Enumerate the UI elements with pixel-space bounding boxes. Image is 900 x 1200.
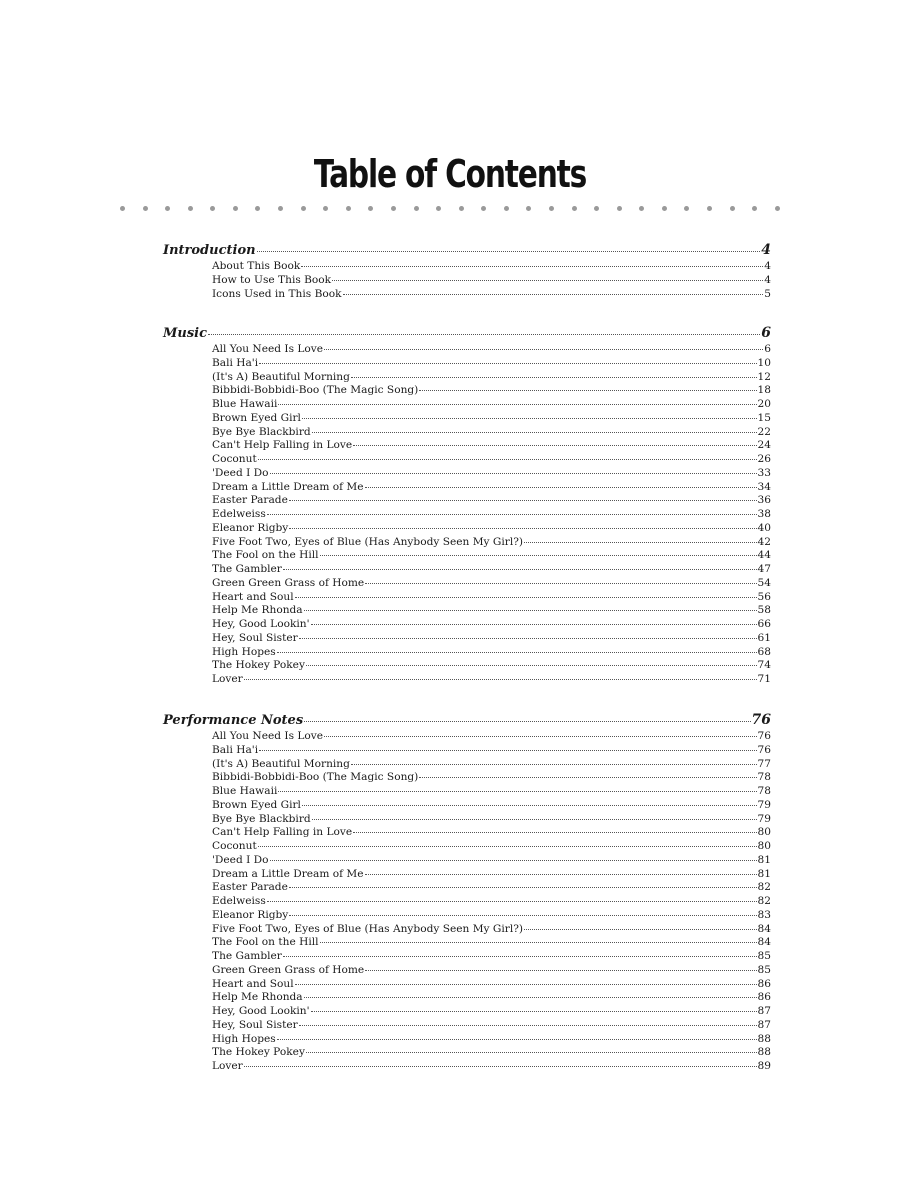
toc-entry-label: Help Me Rhonda: [212, 604, 303, 617]
toc-entry-label: 'Deed I Do: [212, 466, 269, 479]
dot-leader: [277, 652, 757, 653]
dot-leader: [302, 805, 757, 806]
toc-entry-label: Heart and Soul: [212, 977, 294, 990]
toc-entry[interactable]: [163, 371, 771, 385]
toc-entry-label: Easter Parade: [212, 881, 288, 894]
toc-entry[interactable]: [163, 398, 771, 412]
toc-entry-label: Dream a Little Dream of Me: [212, 867, 364, 880]
divider-dot: [188, 206, 193, 211]
toc-entry-label: Edelweiss: [212, 895, 266, 907]
toc-entry-page-number: 79: [757, 798, 771, 811]
dot-leader: [351, 764, 757, 765]
toc-entry-label: Blue Hawaii: [212, 785, 278, 797]
toc-section-performance-notes: [163, 712, 771, 1074]
toc-entry-page-number: 47: [757, 563, 771, 575]
toc-entry-list: [163, 343, 771, 687]
toc-entry[interactable]: [163, 771, 771, 785]
dot-leader: [351, 377, 757, 378]
dot-leader: [332, 280, 763, 281]
divider-dot: [549, 206, 554, 211]
toc-entry-page-number: 54: [757, 576, 771, 589]
toc-entry[interactable]: [163, 549, 771, 563]
toc-entry-page-number: 33: [757, 466, 771, 479]
toc-entry-label: High Hopes: [212, 1032, 276, 1045]
dot-leader: [270, 860, 757, 861]
toc-entry-page-number: 78: [757, 785, 771, 797]
toc-entry-page-number: 74: [757, 659, 771, 672]
toc-section-music: [163, 325, 771, 687]
divider-dot: [143, 206, 148, 211]
toc-entry[interactable]: [163, 618, 771, 632]
toc-entry-page-number: 68: [757, 645, 771, 658]
dotted-divider: [120, 202, 780, 214]
dot-leader: [343, 294, 764, 295]
toc-entry[interactable]: [163, 1005, 771, 1019]
toc-entry-page-number: 77: [757, 757, 771, 770]
toc-entry[interactable]: [163, 1046, 771, 1060]
toc-entry[interactable]: [163, 991, 771, 1005]
toc-entry-label: Easter Parade: [212, 494, 288, 507]
dot-leader: [320, 555, 757, 556]
dot-leader: [259, 750, 756, 751]
dot-leader: [299, 1025, 757, 1026]
toc-entry[interactable]: [163, 439, 771, 453]
toc-entry[interactable]: [163, 536, 771, 550]
toc-entry[interactable]: [163, 799, 771, 813]
toc-entry[interactable]: [163, 426, 771, 440]
toc-entry-page-number: 26: [757, 453, 771, 465]
dot-leader: [270, 473, 757, 474]
toc-entry-label: Brown Eyed Girl: [212, 411, 301, 424]
toc-entry-page-number: 71: [757, 673, 771, 685]
toc-entry[interactable]: [163, 909, 771, 923]
toc-entry-page-number: 15: [757, 411, 771, 424]
toc-entry-page-number: 22: [757, 425, 771, 438]
toc-entry[interactable]: [163, 868, 771, 882]
toc-entry-page-number: 4: [764, 273, 771, 286]
toc-entry-page-number: 86: [757, 977, 771, 990]
dot-leader: [257, 251, 761, 252]
toc-entry[interactable]: [163, 260, 771, 274]
dot-leader: [278, 791, 756, 792]
toc-entry[interactable]: [163, 1019, 771, 1033]
dot-leader: [289, 500, 757, 501]
toc-entry-page-number: 79: [757, 812, 771, 825]
toc-entry-page-number: 76: [757, 743, 771, 756]
divider-dot: [436, 206, 441, 211]
toc-entry[interactable]: [163, 978, 771, 992]
toc-entry[interactable]: [163, 964, 771, 978]
toc-entry[interactable]: [163, 604, 771, 618]
divider-dot: [730, 206, 735, 211]
toc-entry-label: Hey, Good Lookin': [212, 1005, 310, 1017]
toc-entry-label: Bibbidi-Bobbidi-Boo (The Magic Song): [212, 771, 419, 784]
toc-entry-page-number: 4: [764, 260, 771, 272]
toc-entry[interactable]: [163, 577, 771, 591]
toc-entry-label: Eleanor Rigby: [212, 521, 289, 534]
toc-section-introduction: [163, 242, 771, 301]
toc-entry[interactable]: [163, 895, 771, 909]
toc-section-heading[interactable]: [163, 325, 771, 343]
toc-entry[interactable]: [163, 730, 771, 744]
dot-leader: [304, 610, 757, 611]
toc-entry-page-number: 78: [757, 771, 771, 784]
divider-dot: [323, 206, 328, 211]
toc-entry[interactable]: [163, 522, 771, 536]
toc-entry-list: [163, 730, 771, 1074]
toc-entry-page-number: 81: [757, 867, 771, 880]
dot-leader: [312, 432, 757, 433]
toc-entry-label: High Hopes: [212, 645, 276, 658]
toc-entry[interactable]: [163, 854, 771, 868]
toc-entry-label: Bye Bye Blackbird: [212, 425, 311, 438]
divider-dot: [594, 206, 599, 211]
toc-entry[interactable]: [163, 840, 771, 854]
toc-entry[interactable]: [163, 343, 771, 357]
toc-entry[interactable]: [163, 950, 771, 964]
dot-leader: [365, 487, 757, 488]
toc-entry[interactable]: [163, 494, 771, 508]
section-page-number: 76: [751, 712, 771, 728]
toc-entry-label: Hey, Good Lookin': [212, 618, 310, 630]
section-heading-label: Performance Notes: [163, 713, 304, 728]
toc-entry-label: The Hokey Pokey: [212, 659, 305, 672]
toc-entry-label: (It's A) Beautiful Morning: [212, 370, 350, 383]
toc-entry-label: Dream a Little Dream of Me: [212, 480, 364, 493]
divider-dot: [662, 206, 667, 211]
toc-entry-label: The Fool on the Hill: [212, 549, 319, 562]
toc-entry-page-number: 40: [757, 521, 771, 534]
toc-entry-page-number: 42: [757, 535, 771, 548]
toc-entry-label: Hey, Soul Sister: [212, 1018, 298, 1031]
toc-entry-label: (It's A) Beautiful Morning: [212, 757, 350, 770]
toc-entry-page-number: 10: [757, 356, 771, 369]
toc-entry-page-number: 61: [757, 631, 771, 644]
toc-entry-label: Hey, Soul Sister: [212, 631, 298, 644]
toc-entry-page-number: 80: [757, 826, 771, 839]
toc-entry[interactable]: [163, 632, 771, 646]
toc-entry-page-number: 20: [757, 398, 771, 410]
toc-section-heading[interactable]: [163, 242, 771, 260]
toc-entry-label: Help Me Rhonda: [212, 991, 303, 1004]
toc-entry-label: Five Foot Two, Eyes of Blue (Has Anybody Seen My Girl?): [212, 922, 524, 935]
divider-dot: [617, 206, 622, 211]
toc-entry-page-number: 66: [757, 618, 771, 630]
toc-entry-page-number: 56: [757, 590, 771, 603]
toc-entry[interactable]: [163, 453, 771, 467]
dot-leader: [311, 624, 757, 625]
toc-entry[interactable]: [163, 826, 771, 840]
toc-entry-page-number: 83: [757, 908, 771, 921]
toc-entry-label: Coconut: [212, 840, 257, 852]
dot-leader: [365, 970, 756, 971]
dot-leader: [267, 901, 757, 902]
toc-entry[interactable]: [163, 384, 771, 398]
toc-entry-label: Brown Eyed Girl: [212, 798, 301, 811]
dot-leader: [524, 929, 757, 930]
dot-leader: [289, 887, 757, 888]
toc-section-heading[interactable]: [163, 712, 771, 730]
divider-dot: [233, 206, 238, 211]
divider-dot: [775, 206, 780, 211]
divider-dot: [684, 206, 689, 211]
dot-leader: [258, 459, 757, 460]
dot-leader: [304, 721, 750, 722]
dot-leader: [312, 819, 757, 820]
divider-dot: [346, 206, 351, 211]
dot-leader: [244, 679, 757, 680]
toc-entry[interactable]: [163, 659, 771, 673]
section-heading-label: Music: [163, 326, 208, 341]
toc-entry-label: Lover: [212, 673, 243, 685]
toc-entry-label: The Gambler: [212, 950, 282, 962]
dot-leader: [258, 846, 757, 847]
toc-entry[interactable]: [163, 288, 771, 302]
toc-entry-page-number: 88: [757, 1046, 771, 1059]
toc-entry-page-number: 86: [757, 991, 771, 1004]
divider-dot: [526, 206, 531, 211]
divider-dot: [301, 206, 306, 211]
dot-leader: [306, 1052, 757, 1053]
divider-dot: [639, 206, 644, 211]
toc-entry-page-number: 87: [757, 1005, 771, 1017]
dot-leader: [302, 418, 757, 419]
toc-entry-page-number: 88: [757, 1032, 771, 1045]
dot-leader: [419, 777, 756, 778]
toc-entry-label: Five Foot Two, Eyes of Blue (Has Anybody Seen My Girl?): [212, 535, 524, 548]
divider-dot: [255, 206, 260, 211]
dot-leader: [283, 569, 757, 570]
divider-dot: [504, 206, 509, 211]
divider-dot: [368, 206, 373, 211]
toc-entry-label: All You Need Is Love: [212, 730, 324, 742]
dot-leader: [289, 915, 756, 916]
toc-entry-page-number: 84: [757, 936, 771, 949]
toc-entry-label: About This Book: [212, 260, 301, 272]
toc-entry[interactable]: [163, 936, 771, 950]
toc-entry[interactable]: [163, 881, 771, 895]
toc-entry-page-number: 12: [757, 370, 771, 383]
toc-entry[interactable]: [163, 481, 771, 495]
toc-entry-label: Heart and Soul: [212, 590, 294, 603]
toc-entry[interactable]: [163, 357, 771, 371]
toc-entry-page-number: 85: [757, 963, 771, 976]
section-page-number: 6: [761, 325, 771, 341]
toc-entry-label: Eleanor Rigby: [212, 908, 289, 921]
dot-leader: [244, 1066, 757, 1067]
toc-entry-label: Edelweiss: [212, 508, 266, 520]
toc-entry-page-number: 44: [757, 549, 771, 562]
divider-dot: [414, 206, 419, 211]
toc-entry[interactable]: [163, 1060, 771, 1074]
dot-leader: [353, 832, 756, 833]
toc-entry-label: Bali Ha'i: [212, 743, 259, 756]
toc-entry-label: All You Need Is Love: [212, 343, 324, 355]
dot-leader: [324, 349, 763, 350]
dot-leader: [365, 583, 756, 584]
dot-leader: [524, 542, 757, 543]
toc-entry-label: The Fool on the Hill: [212, 936, 319, 949]
toc-entry-page-number: 82: [757, 881, 771, 894]
toc-entry[interactable]: [163, 467, 771, 481]
toc-entry[interactable]: [163, 673, 771, 687]
toc-entry[interactable]: [163, 923, 771, 937]
toc-entry-page-number: 80: [757, 840, 771, 852]
toc-entry[interactable]: [163, 563, 771, 577]
toc-entry-label: Bye Bye Blackbird: [212, 812, 311, 825]
toc-entry-label: Coconut: [212, 453, 257, 465]
divider-dot: [391, 206, 396, 211]
dot-leader: [277, 1039, 757, 1040]
divider-dot: [752, 206, 757, 211]
toc-entry-page-number: 6: [764, 343, 771, 355]
toc-entry-label: How to Use This Book: [212, 273, 332, 286]
toc-entry-label: Icons Used in This Book: [212, 287, 342, 300]
divider-dot: [278, 206, 283, 211]
toc-entry-label: Lover: [212, 1060, 243, 1072]
dot-leader: [419, 390, 756, 391]
toc-entry-page-number: 5: [764, 287, 771, 300]
toc-entry-page-number: 89: [757, 1060, 771, 1072]
dot-leader: [301, 266, 763, 267]
toc-entry-label: Green Green Grass of Home: [212, 963, 365, 976]
divider-dot: [481, 206, 486, 211]
dot-leader: [295, 597, 757, 598]
toc-entry-page-number: 24: [757, 439, 771, 452]
toc-entry-label: Can't Help Falling in Love: [212, 826, 353, 839]
toc-entry-page-number: 34: [757, 480, 771, 493]
divider-dot: [120, 206, 125, 211]
toc-entry-page-number: 76: [757, 730, 771, 742]
toc-entry[interactable]: [163, 646, 771, 660]
toc-entry-page-number: 87: [757, 1018, 771, 1031]
divider-dot: [210, 206, 215, 211]
toc-entry[interactable]: [163, 274, 771, 288]
dot-leader: [320, 942, 757, 943]
dot-leader: [267, 514, 757, 515]
divider-dot: [572, 206, 577, 211]
section-page-number: 4: [761, 242, 771, 258]
toc-entry-label: Can't Help Falling in Love: [212, 439, 353, 452]
dot-leader: [259, 363, 756, 364]
dot-leader: [353, 445, 756, 446]
toc-entry-page-number: 58: [757, 604, 771, 617]
toc-entry[interactable]: [163, 758, 771, 772]
toc-entry-label: The Gambler: [212, 563, 282, 575]
dot-leader: [324, 736, 756, 737]
toc-entry[interactable]: [163, 508, 771, 522]
dot-leader: [299, 638, 757, 639]
dot-leader: [295, 984, 757, 985]
toc-entry-page-number: 84: [757, 922, 771, 935]
toc-entry[interactable]: [163, 813, 771, 827]
divider-dot: [707, 206, 712, 211]
toc-entry-list: [163, 260, 771, 301]
toc-entry-page-number: 38: [757, 508, 771, 520]
toc-entry[interactable]: [163, 591, 771, 605]
dot-leader: [289, 528, 756, 529]
dot-leader: [304, 997, 757, 998]
toc-entry-page-number: 36: [757, 494, 771, 507]
toc-entry-label: The Hokey Pokey: [212, 1046, 305, 1059]
toc-entry-page-number: 18: [757, 384, 771, 397]
toc-entry[interactable]: [163, 412, 771, 426]
dot-leader: [306, 665, 757, 666]
toc-entry-label: 'Deed I Do: [212, 853, 269, 866]
dot-leader: [283, 956, 757, 957]
dot-leader: [208, 334, 760, 335]
toc-entry[interactable]: [163, 785, 771, 799]
toc-entry-page-number: 81: [757, 853, 771, 866]
dot-leader: [365, 874, 757, 875]
section-heading-label: Introduction: [163, 243, 256, 258]
toc-entry-label: Bibbidi-Bobbidi-Boo (The Magic Song): [212, 384, 419, 397]
divider-dot: [165, 206, 170, 211]
page-title: Table of Contents: [313, 152, 587, 196]
toc-entry[interactable]: [163, 744, 771, 758]
toc-entry-label: Bali Ha'i: [212, 356, 259, 369]
dot-leader: [311, 1011, 757, 1012]
toc-entry-label: Blue Hawaii: [212, 398, 278, 410]
dot-leader: [278, 404, 756, 405]
divider-dot: [459, 206, 464, 211]
toc-entry-label: Green Green Grass of Home: [212, 576, 365, 589]
toc-entry-page-number: 85: [757, 950, 771, 962]
toc-entry[interactable]: [163, 1033, 771, 1047]
toc-entry-page-number: 82: [757, 895, 771, 907]
